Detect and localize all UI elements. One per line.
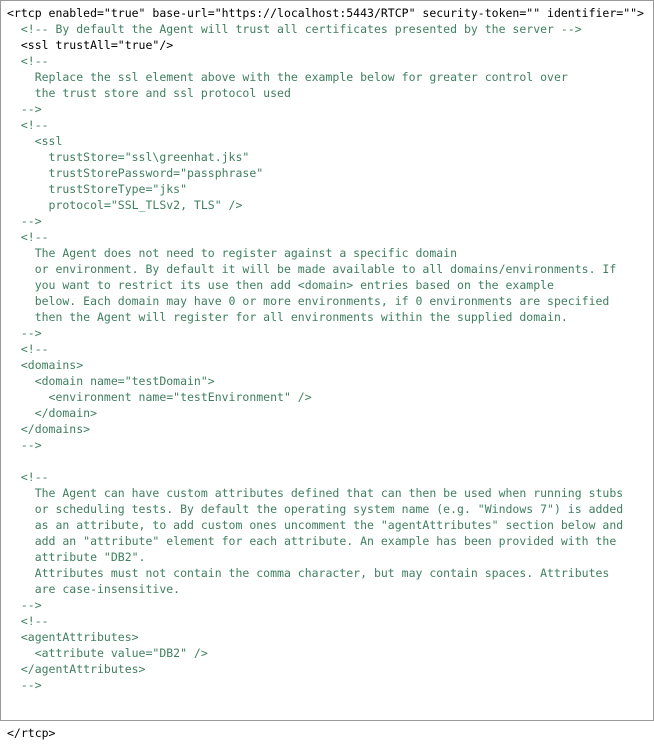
code-line: <!-- (7, 54, 49, 68)
code-line: --> (7, 438, 42, 452)
code-line-blank (7, 453, 649, 469)
code-line: <ssl trustAll="true"/> (7, 38, 174, 52)
code-line: <rtcp enabled="true" base-url="https://localhost:5443/RTCP" security-token="" identifier=""> (7, 6, 644, 20)
code-line: protocol="SSL_TLSv2, TLS" /> (7, 198, 243, 212)
code-line: then the Agent will register for all environments within the supplied domain. (7, 310, 568, 324)
code-line-blank (7, 693, 649, 709)
code-line: </domain> (7, 406, 98, 420)
code-line: <!-- (7, 614, 49, 628)
code-area[interactable] (1, 1, 653, 745)
code-line-blank (7, 709, 649, 725)
code-line: attribute "DB2". (7, 550, 146, 564)
code-line: <domains> (7, 358, 84, 372)
code-line: <environment name="testEnvironment" /> (7, 390, 312, 404)
code-line: or environment. By default it will be made available to all domains/environments. If (7, 262, 617, 276)
code-line: --> (7, 598, 42, 612)
code-line: <attribute value="DB2" /> (7, 646, 208, 660)
code-line: as an attribute, to add custom ones uncomment the "agentAttributes" section below and (7, 518, 624, 532)
code-line: trustStorePassword="passphrase" (7, 166, 264, 180)
code-line: trustStoreType="jks" (7, 182, 188, 196)
code-line: </rtcp> (7, 726, 56, 740)
code-line: --> (7, 214, 42, 228)
code-line: <!-- (7, 342, 49, 356)
code-line: <!-- (7, 118, 49, 132)
code-line: </domains> (7, 422, 91, 436)
code-line: The Agent does not need to register against a specific domain (7, 246, 458, 260)
code-line: add an "attribute" element for each attribute. An example has been provided with the (7, 534, 617, 548)
code-line: Attributes must not contain the comma character, but may contain spaces. Attributes (7, 566, 610, 580)
code-line: the trust store and ssl protocol used (7, 86, 291, 100)
code-line: <!-- (7, 230, 49, 244)
code-line: --> (7, 102, 42, 116)
code-line: <!-- By default the Agent will trust all certificates presented by the server --> (7, 22, 582, 36)
code-line: <domain name="testDomain"> (7, 374, 215, 388)
code-line: <!-- (7, 470, 49, 484)
code-line: below. Each domain may have 0 or more environments, if 0 environments are specified (7, 294, 610, 308)
code-line: --> (7, 678, 42, 692)
code-line: Replace the ssl element above with the example below for greater control over (7, 70, 568, 84)
code-line: are case-insensitive. (7, 582, 181, 596)
code-line: <ssl (7, 134, 63, 148)
code-line: </agentAttributes> (7, 662, 146, 676)
code-line: <agentAttributes> (7, 630, 139, 644)
code-line: --> (7, 326, 42, 340)
code-line: The Agent can have custom attributes defined that can then be used when running stubs (7, 486, 624, 500)
code-line: trustStore="ssl\greenhat.jks" (7, 150, 250, 164)
code-line: you want to restrict its use then add <domain> entries based on the example (7, 278, 554, 292)
code-line: or scheduling tests. By default the operating system name (e.g. "Windows 7") is added (7, 502, 624, 516)
